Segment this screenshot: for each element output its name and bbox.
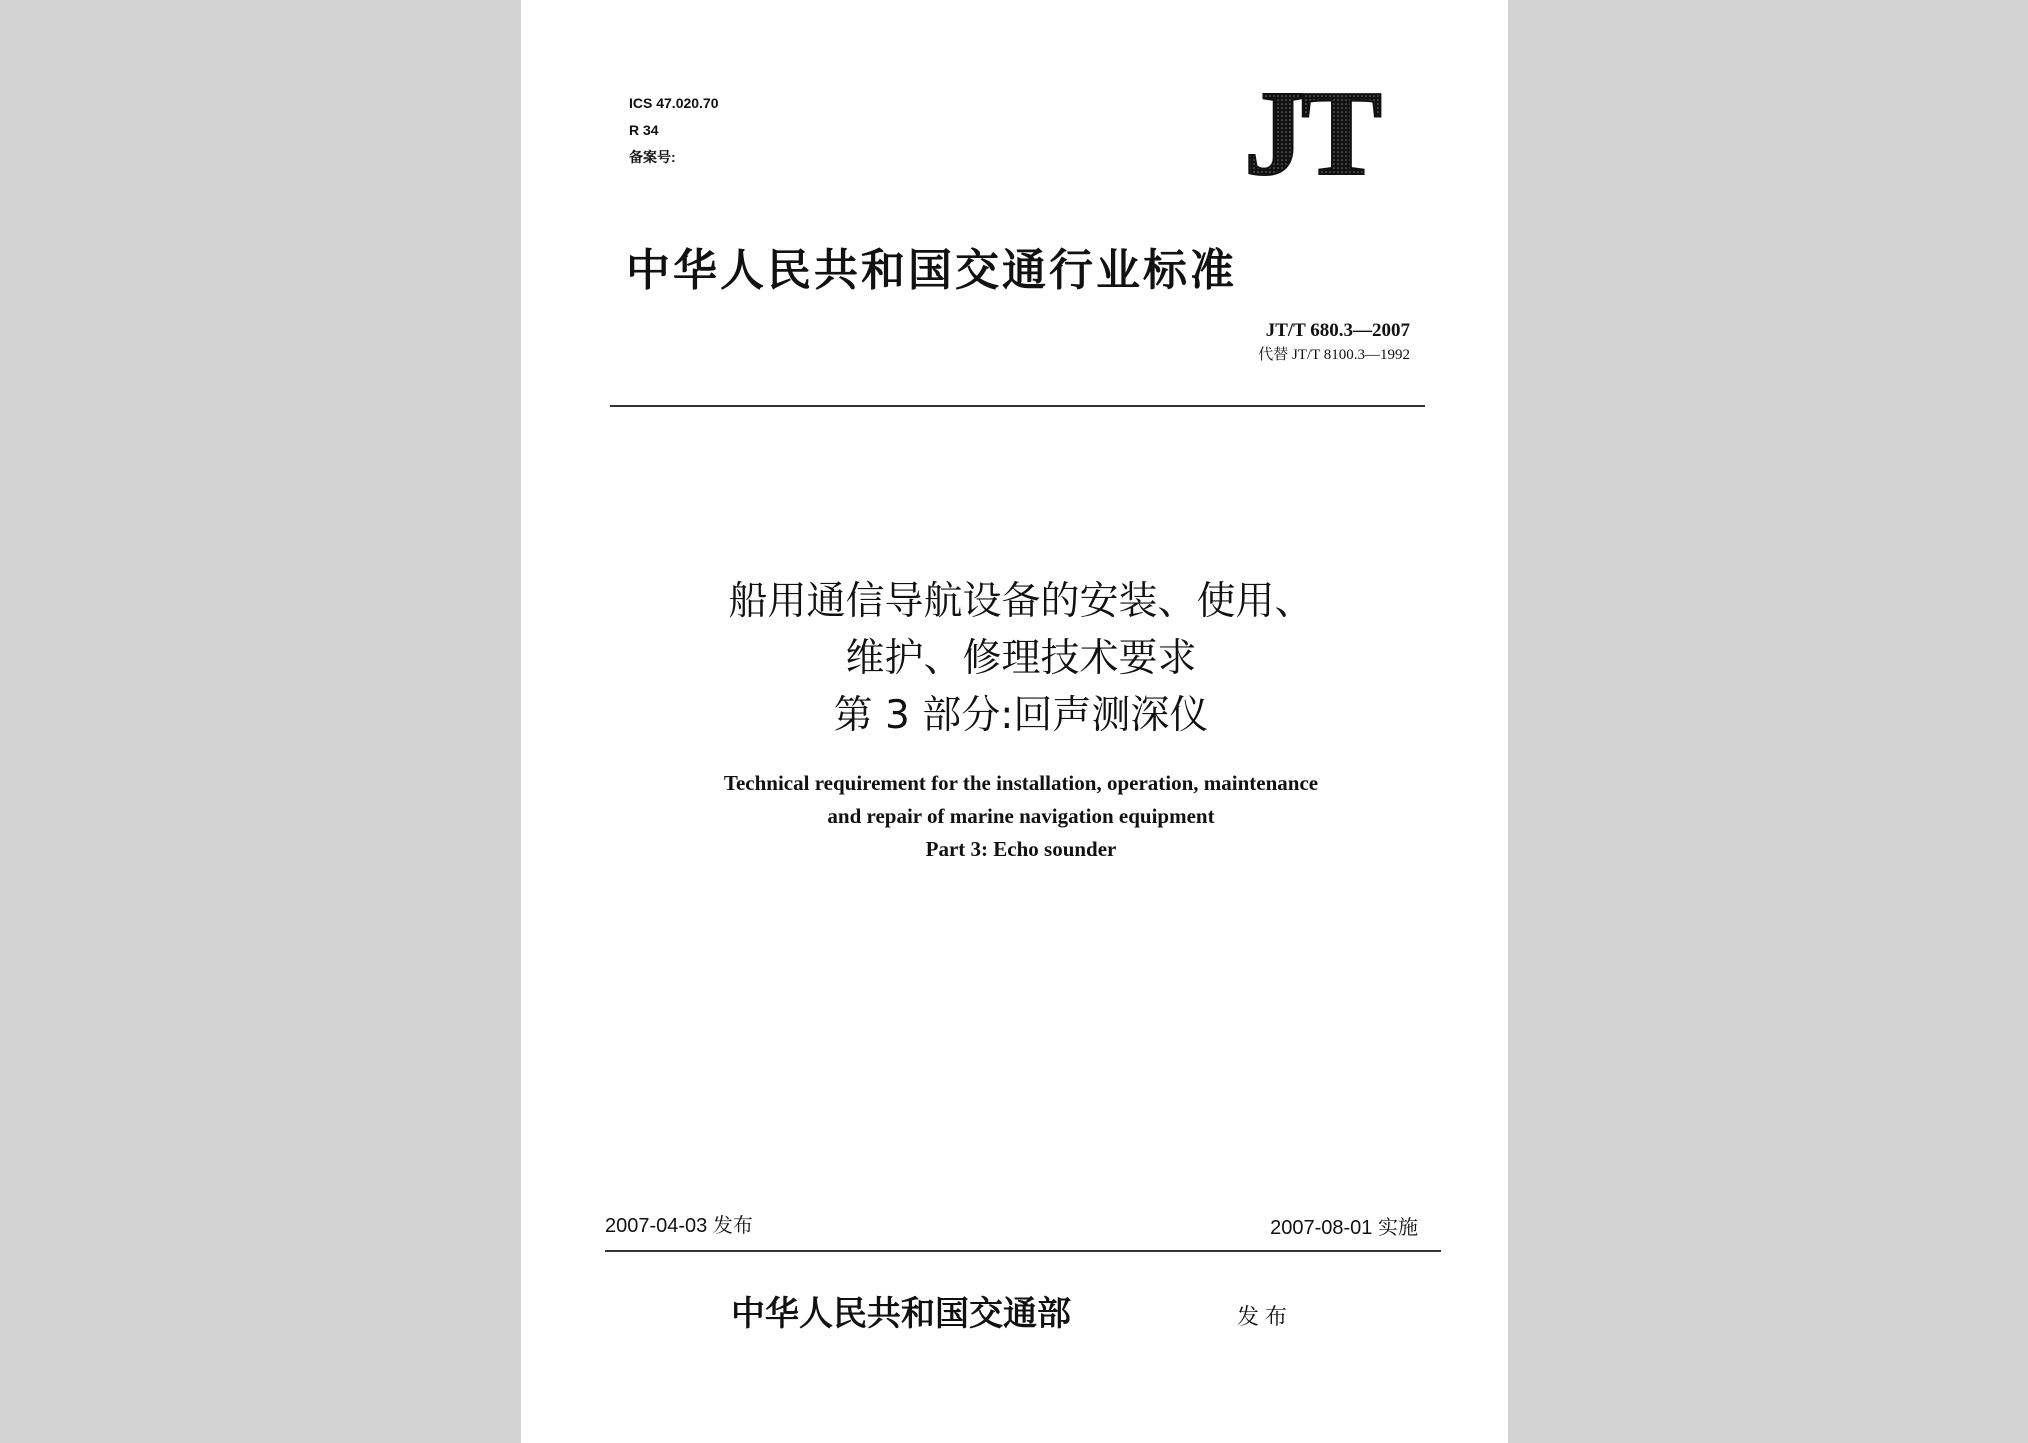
chinese-title-line-2: 维护、修理技术要求	[845, 636, 1197, 681]
publisher-name: 中华人民共和国交通部	[731, 1294, 1071, 1334]
chinese-title-line-1: 船用通信导航设备的安装、使用、	[728, 579, 1314, 624]
english-title-line-1: Technical requirement for the installation, operation, maintenance	[723, 771, 1319, 795]
standard-number: JT/T 680.3—2007	[1265, 320, 1410, 341]
english-title-line-2: and repair of marine navigation equipment	[827, 804, 1215, 828]
publish-label: 发布	[1237, 1305, 1294, 1330]
industry-standard-title: 中华人民共和国交通行业标准	[626, 245, 1237, 296]
english-title	[521, 767, 1521, 866]
jt-logo	[1216, 78, 1406, 180]
record-number-label: 备案号:	[629, 149, 676, 165]
chinese-title-line-3: 第 3 部分:回声测深仪	[833, 693, 1209, 738]
english-title-line-3: Part 3: Echo sounder	[925, 837, 1117, 861]
document-page	[521, 0, 1508, 1443]
class-code: R 34	[629, 122, 659, 138]
standard-number-block	[1258, 318, 1410, 366]
ics-code: ICS 47.020.70	[629, 95, 719, 111]
classification-block	[629, 90, 719, 171]
header-divider	[610, 405, 1425, 407]
issue-date: 2007-04-03 发布	[605, 1215, 753, 1237]
effective-date: 2007-08-01 实施	[1270, 1217, 1418, 1239]
footer-divider	[605, 1250, 1441, 1252]
replaces-standard: 代替 JT/T 8100.3—1992	[1258, 347, 1410, 363]
jt-logo-text: JT	[1243, 78, 1379, 180]
chinese-title	[521, 573, 1521, 744]
